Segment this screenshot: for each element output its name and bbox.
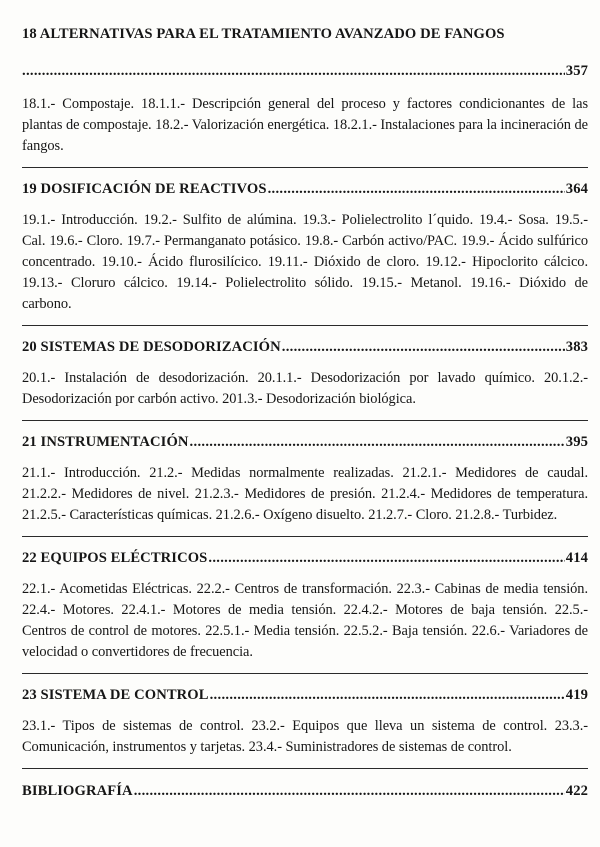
chapter-title: 19 DOSIFICACIÓN DE REACTIVOS — [22, 181, 267, 197]
section-divider — [22, 420, 588, 421]
chapter-title: 20 SISTEMAS DE DESODORIZACIÓN — [22, 339, 281, 355]
dot-leader — [210, 685, 565, 706]
chapter-title: 22 EQUIPOS ELÉCTRICOS — [22, 550, 208, 566]
chapter-contents: 20.1.- Instalación de desodorización. 20.1.1.- Desodorización por lavado químico. 20.1.2.- Desodorización por carbón activo. 201.3.- Desodorización biológica. — [22, 370, 588, 407]
chapter-19 — [22, 179, 588, 315]
section-divider — [22, 673, 588, 674]
chapter-heading — [22, 24, 588, 82]
chapter-page-number: 395 — [565, 434, 588, 450]
chapter-contents: 22.1.- Acometidas Eléctricas. 22.2.- Centros de transformación. 22.3.- Cabinas de media tensión. 22.4.- Motores. 22.4.1.- Motores de media tensión. 22.4.2.- Motores de baja tensión. 22.5.- Centros de control de motores. 22.5.1.- Media tensión. 22.5.2.- Baja tensión. 22.6.- Variadores de velocidad o convertidores de frecuencia. — [22, 581, 588, 660]
chapter-heading — [22, 337, 588, 358]
chapter-contents: 18.1.- Compostaje. 18.1.1.- Descripción general del proceso y factores condicionantes de las plantas de compostaje. 18.2.- Valorización energética. 18.2.1.- Instalaciones para la incineración de fangos. — [22, 96, 588, 154]
chapter-page-number: 383 — [565, 339, 588, 355]
chapter-heading — [22, 685, 588, 706]
chapter-page-number: 422 — [565, 783, 588, 799]
chapter-page-number: 364 — [565, 181, 588, 197]
chapter-contents: 21.1.- Introducción. 21.2.- Medidas normalmente realizadas. 21.2.1.- Medidores de caudal. 21.2.2.- Medidores de nivel. 21.2.3.- Medidores de presión. 21.2.4.- Medidores de temperatura. 21.2.5.- Características químicas. 21.2.6.- Oxígeno disuelto. 21.2.7.- Cloro. 21.2.8.- Turbidez. — [22, 465, 588, 523]
chapter-page-number: 414 — [565, 550, 588, 566]
chapter-heading — [22, 179, 588, 200]
chapter-title: BIBLIOGRAFÍA — [22, 783, 133, 799]
chapter-23 — [22, 685, 588, 758]
dot-leader — [282, 337, 565, 358]
section-divider — [22, 536, 588, 537]
chapter-18 — [22, 24, 588, 157]
chapter-22 — [22, 548, 588, 663]
chapter-page-number: 419 — [565, 687, 588, 703]
chapter-title: 18 ALTERNATIVAS PARA EL TRATAMIENTO AVANZADO DE FANGOS — [22, 26, 505, 42]
chapter-20 — [22, 337, 588, 410]
chapter-page-number: 357 — [565, 63, 588, 79]
dot-leader — [190, 432, 565, 453]
chapter-heading — [22, 781, 588, 802]
chapter-contents: 23.1.- Tipos de sistemas de control. 23.2.- Equipos que lleva un sistema de control. 23.3.- Comunicación, instrumentos y tarjetas. 23.4.- Suministradores de sistemas de control. — [22, 718, 588, 755]
chapter-21 — [22, 432, 588, 526]
chapter-title: 23 SISTEMA DE CONTROL — [22, 687, 209, 703]
dot-leader — [134, 781, 565, 802]
section-divider — [22, 167, 588, 168]
chapter-contents: 19.1.- Introducción. 19.2.- Sulfito de alúmina. 19.3.- Polielectrolito l´quido. 19.4.- Sosa. 19.5.- Cal. 19.6.- Cloro. 19.7.- Permanganato potásico. 19.8.- Carbón activo/PAC. 19.9.- Ácido sulfúrico concentrado. 19.10.- Ácido flurosilícico. 19.11.- Dióxido de cloro. 19.12.- Hipoclorito cálcico. 19.13.- Cloruro cálcico. 19.14.- Polielectrolito sólido. 19.15.- Metanol. 19.16.- Dióxido de carbono. — [22, 212, 588, 312]
table-of-contents — [22, 14, 588, 802]
section-divider — [22, 768, 588, 769]
bibliography — [22, 781, 588, 802]
dot-leader — [208, 548, 564, 569]
chapter-heading — [22, 548, 588, 569]
section-divider — [22, 325, 588, 326]
dot-leader — [22, 61, 565, 82]
dot-leader — [268, 179, 565, 200]
chapter-title: 21 INSTRUMENTACIÓN — [22, 434, 189, 450]
chapter-heading — [22, 432, 588, 453]
